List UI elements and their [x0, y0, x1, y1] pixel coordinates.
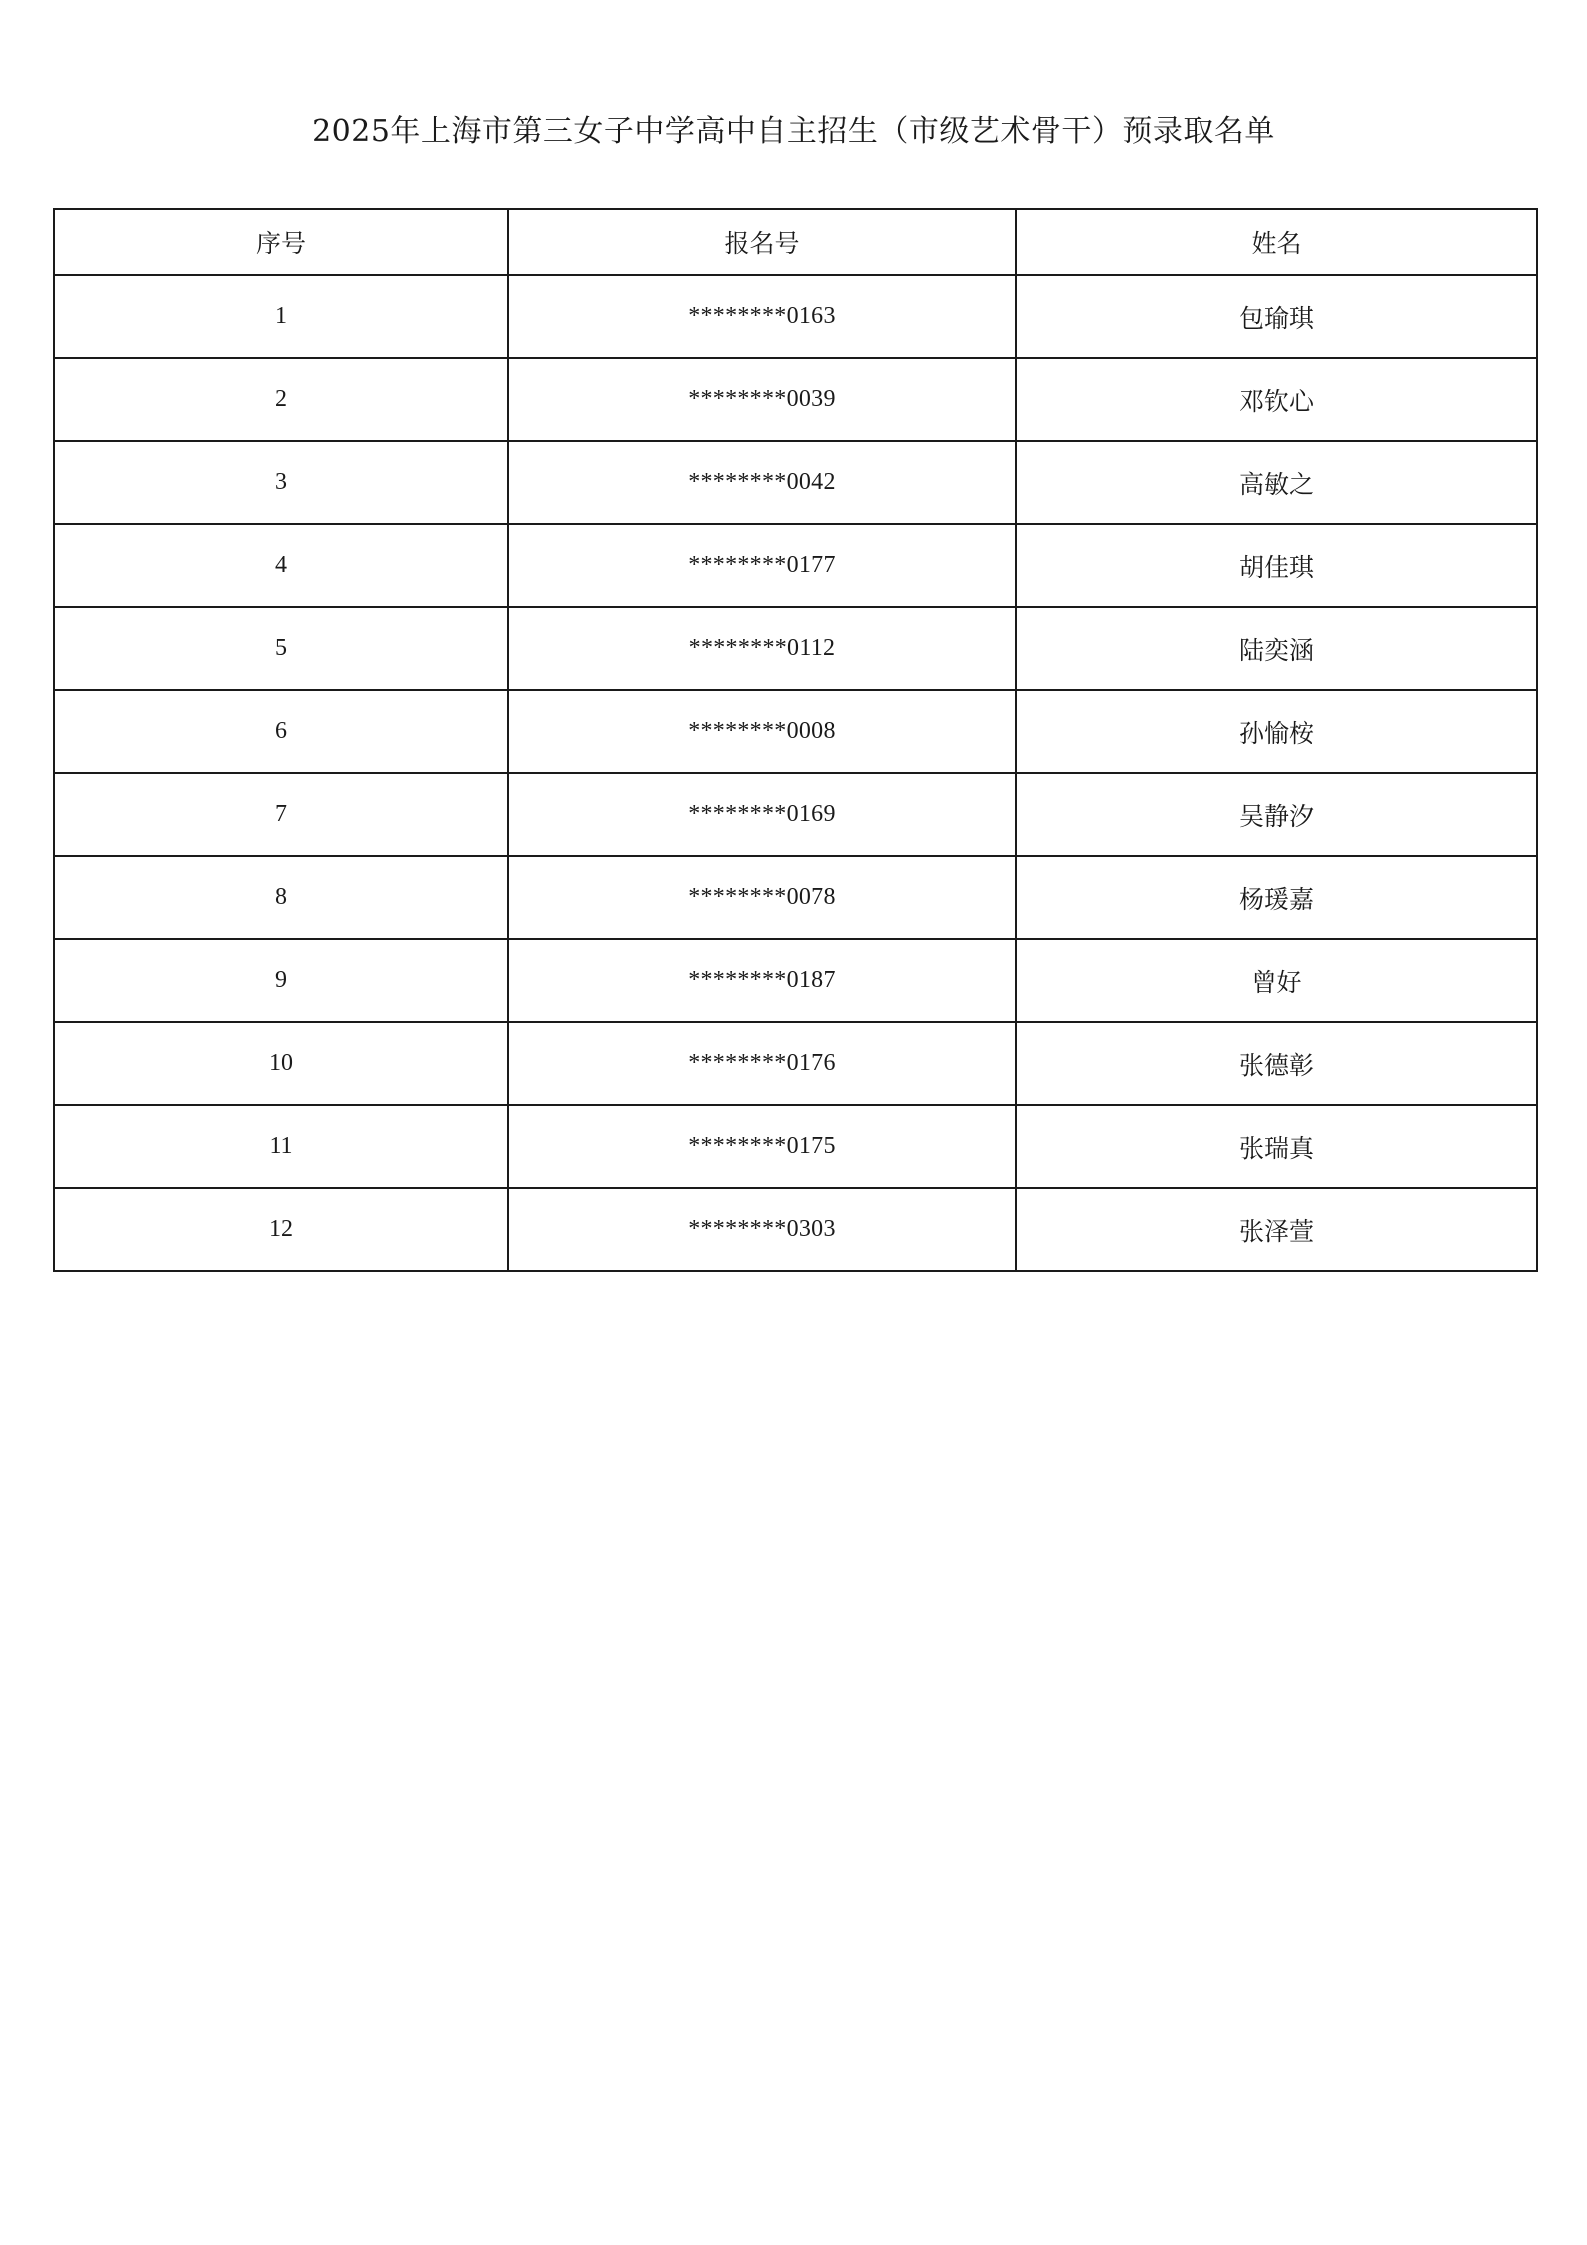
cell-seq: 12: [54, 1188, 508, 1271]
cell-reg-no: ********0039: [508, 358, 1016, 441]
cell-seq: 4: [54, 524, 508, 607]
cell-name: 张泽萱: [1016, 1188, 1537, 1271]
table-row: [54, 524, 1537, 607]
cell-reg-no: ********0008: [508, 690, 1016, 773]
cell-reg-no: ********0078: [508, 856, 1016, 939]
header-seq: 序号: [54, 209, 508, 275]
cell-seq: 9: [54, 939, 508, 1022]
cell-seq: 2: [54, 358, 508, 441]
cell-seq: 1: [54, 275, 508, 358]
table-row: [54, 607, 1537, 690]
cell-reg-no: ********0175: [508, 1105, 1016, 1188]
cell-reg-no: ********0042: [508, 441, 1016, 524]
cell-name: 陆奕涵: [1016, 607, 1537, 690]
cell-reg-no: ********0177: [508, 524, 1016, 607]
table-row: [54, 275, 1537, 358]
table-row: [54, 1188, 1537, 1271]
cell-reg-no: ********0176: [508, 1022, 1016, 1105]
admission-list-table: [53, 208, 1538, 1272]
table-row: [54, 441, 1537, 524]
header-reg-no: 报名号: [508, 209, 1016, 275]
page-title: 2025年上海市第三女子中学高中自主招生（市级艺术骨干）预录取名单: [312, 114, 1275, 149]
cell-name: 孙愉桉: [1016, 690, 1537, 773]
cell-reg-no: ********0303: [508, 1188, 1016, 1271]
cell-name: 胡佳琪: [1016, 524, 1537, 607]
cell-name: 包瑜琪: [1016, 275, 1537, 358]
cell-name: 张瑞真: [1016, 1105, 1537, 1188]
cell-seq: 8: [54, 856, 508, 939]
cell-seq: 5: [54, 607, 508, 690]
table-header-row: [54, 209, 1537, 275]
table-row: [54, 939, 1537, 1022]
cell-reg-no: ********0187: [508, 939, 1016, 1022]
cell-seq: 6: [54, 690, 508, 773]
cell-seq: 7: [54, 773, 508, 856]
cell-seq: 3: [54, 441, 508, 524]
table-row: [54, 856, 1537, 939]
cell-name: 曾好: [1016, 939, 1537, 1022]
cell-reg-no: ********0112: [508, 607, 1016, 690]
table-row: [54, 358, 1537, 441]
cell-name: 邓钦心: [1016, 358, 1537, 441]
cell-name: 吴静汐: [1016, 773, 1537, 856]
cell-seq: 10: [54, 1022, 508, 1105]
table-row: [54, 1105, 1537, 1188]
table-row: [54, 773, 1537, 856]
table-row: [54, 1022, 1537, 1105]
table-row: [54, 690, 1537, 773]
cell-name: 高敏之: [1016, 441, 1537, 524]
cell-reg-no: ********0163: [508, 275, 1016, 358]
cell-seq: 11: [54, 1105, 508, 1188]
cell-name: 杨瑗嘉: [1016, 856, 1537, 939]
cell-reg-no: ********0169: [508, 773, 1016, 856]
cell-name: 张德彰: [1016, 1022, 1537, 1105]
header-name: 姓名: [1016, 209, 1537, 275]
